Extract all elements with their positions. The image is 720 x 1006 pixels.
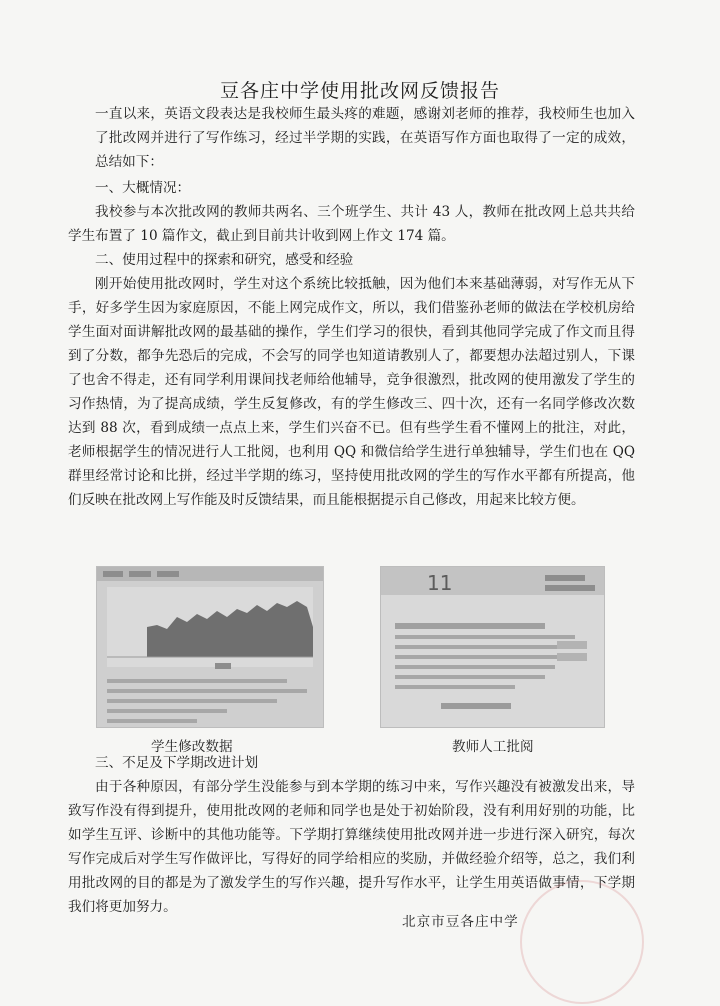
figure-right-caption: 教师人工批阅 (452, 739, 534, 755)
section1-text: 我校参与本次批改网的教师共两名、三个班学生、共计 43 人，教师在批改网上总共共给学生布置了 10 篇作文，截止到目前共计收到网上作文 174 篇。 (68, 204, 635, 244)
grading-score-number: 11 (427, 571, 453, 595)
school-seal (520, 880, 644, 1004)
intro-text: 一直以来，英语文段表达是我校师生最头疼的难题，感谢刘老师的推荐，我校师生也加入了批改网并进行了写作练习，经过半学期的实践，在英语写作方面也取得了一定的成效，总结如下： (95, 106, 635, 170)
grading-screenshot (381, 567, 604, 727)
revision-chart-screenshot (97, 567, 323, 727)
section3-text: 由于各种原因，有部分学生没能参与到本学期的练习中来，写作兴趣没有被激发出来，导致写作没有得到提升，使用批改网的老师和同学也是处于初始阶段，没有利用好别的功能，比如学生互评、诊断中的其他功能等。下学期打算继续使用批改网并进一步进行深入研究，每次写作完成后对学生写作做评比，写得好的同学给相应的奖励，并做经验介绍等，总之，我们利用批改网的目的都是为了激发学生的写作兴趣，提升写作水平，让学生用英语做事情，下学期我们将更加努力。 (68, 779, 635, 915)
section2-paragraph (68, 272, 635, 512)
school-signature: 北京市豆各庄中学 (402, 914, 519, 930)
section1-paragraph (68, 200, 635, 248)
section2-text: 刚开始使用批改网时，学生对这个系统比较抵触，因为他们本来基础薄弱，对写作无从下手，好多学生因为家庭原因，不能上网完成作文，所以，我们借鉴孙老师的做法在学校机房给学生面对面讲解批改网的最基础的操作，学生们学习的很快，看到其他同学完成了作文而且得到了分数，都争先恐后的完成，不会写的同学也知道请教别人了，都要想办法超过别人，下课了也舍不得走，还有同学利用课间找老师给他辅导，竞争很激烈，批改网的使用激发了学生的习作热情，为了提高成绩，学生反复修改，有的学生修改三、四十次，还有一名同学修改次数达到 88 次，看到成绩一点点上来，学生们兴奋不已。但有些学生看不懂网上的批注，对此，老师根据学生的情况进行人工批阅，也利用 QQ 和微信给学生进行单独辅导，学生们也在 QQ 群里经常讨论和比拼，经过半学期的练习，坚持使用批改网的学生的写作水平都有所提高，他们反映在批改网上写作能及时反馈结果，而且能根据提示自己修改，用起来比较方便。 (68, 276, 635, 508)
report-title: 豆各庄中学使用批改网反馈报告 (219, 80, 500, 102)
figure-left-caption: 学生修改数据 (151, 739, 233, 755)
section2-heading: 二、使用过程中的探索和研究，感受和经验 (95, 252, 354, 268)
teacher-grading-photo (380, 566, 605, 728)
student-revision-data-photo (96, 566, 324, 728)
section1-heading: 一、大概情况： (95, 180, 191, 196)
section3-heading: 三、不足及下学期改进计划 (95, 755, 259, 771)
intro-paragraph (95, 102, 635, 174)
